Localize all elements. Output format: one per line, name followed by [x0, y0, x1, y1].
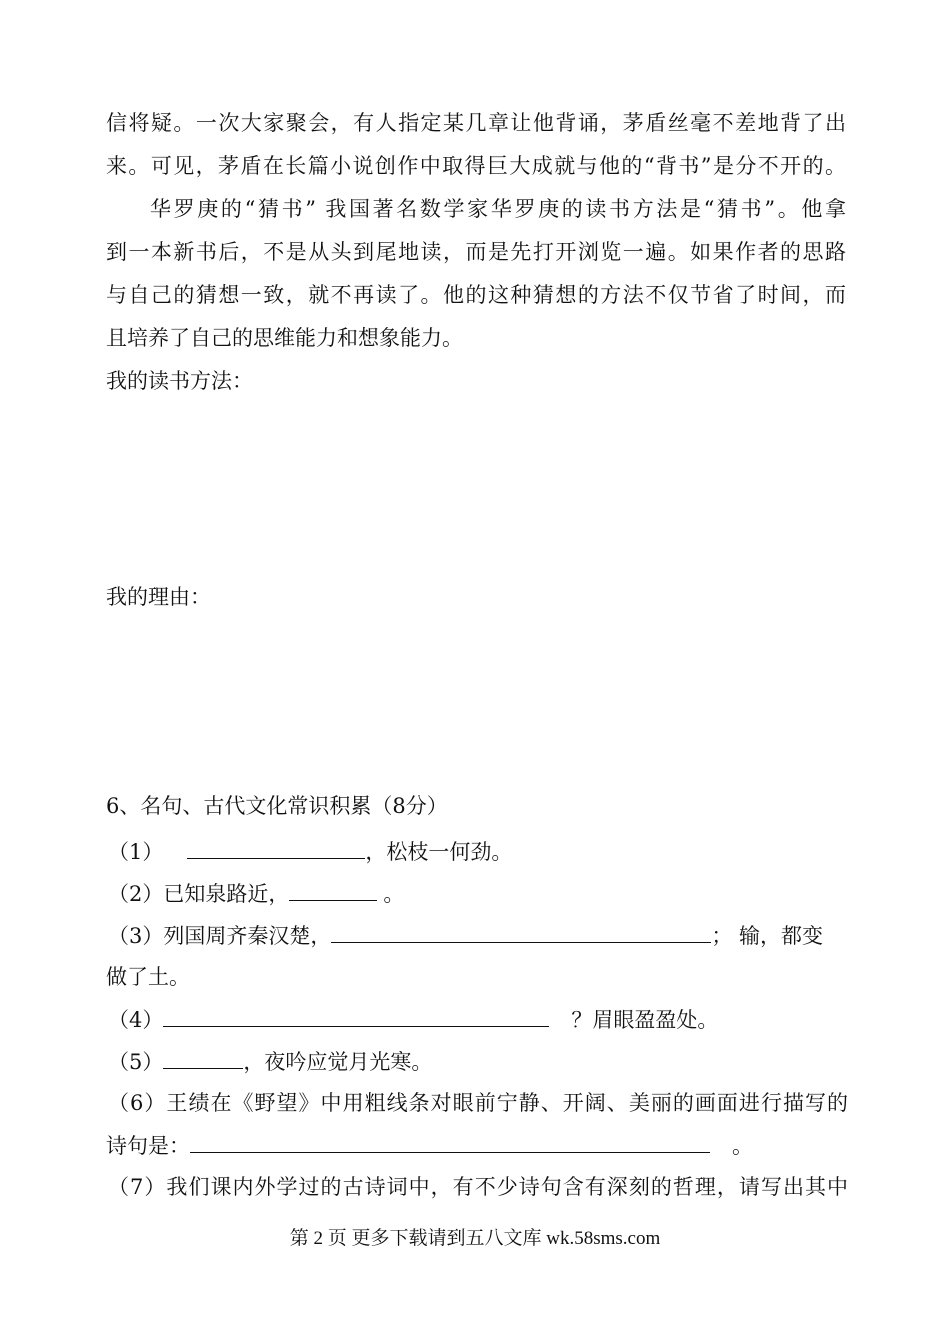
item-2-prefix: （2）已知泉路近，: [108, 882, 290, 906]
passage-line-2: 来。可见，茅盾在长篇小说创作中取得巨大成就与他的“背书”是分不开的。: [106, 154, 846, 178]
question-6-heading: 6、名句、古代文化常识积累（8分）: [106, 794, 448, 818]
item-6-prefix: 诗句是：: [106, 1134, 190, 1158]
item-6-answer-blank[interactable]: [190, 1130, 710, 1153]
item-4-answer-blank[interactable]: [163, 1004, 549, 1027]
item-4-prefix: （4）: [108, 1008, 164, 1032]
question-6-item-6-line-2: [106, 1130, 846, 1161]
item-2-suffix: 。: [383, 882, 405, 906]
passage-line-6: 且培养了自己的思维能力和想象能力。: [106, 326, 463, 350]
item-1-prefix: （1）: [108, 840, 164, 864]
item-3-answer-blank[interactable]: [331, 920, 711, 943]
item-3-prefix: （3）列国周齐秦汉楚，: [108, 924, 332, 948]
page-footer: 第 2 页 更多下载请到五八文库 wk.58sms.com: [289, 1228, 661, 1249]
item-1-suffix: ，松枝一何劲。: [365, 840, 513, 864]
item-5-answer-blank[interactable]: [163, 1046, 243, 1069]
reading-method-prompt: 我的读书方法：: [106, 369, 253, 393]
item-4-suffix: ？眉眼盈盈处。: [571, 1008, 719, 1032]
passage-line-5: 与自己的猜想一致，就不再读了。他的这种猜想的方法不仅节省了时间，而: [106, 283, 846, 307]
item-5-suffix: ，夜吟应觉月光寒。: [243, 1050, 433, 1074]
question-6-item-3: [108, 920, 848, 951]
question-6-item-4: [108, 1004, 848, 1035]
item-1-answer-blank[interactable]: [187, 836, 365, 859]
passage-line-3: 华罗庚的“猜书” 我国著名数学家华罗庚的读书方法是“猜书”。他拿: [150, 197, 846, 221]
passage-line-4: 到一本新书后，不是从头到尾地读，而是先打开浏览一遍。如果作者的思路: [106, 240, 846, 264]
reason-prompt: 我的理由：: [106, 585, 211, 609]
question-6-item-5: [108, 1046, 848, 1077]
item-3-suffix: ； 输，都变: [711, 924, 824, 948]
question-6-item-1: [108, 836, 848, 867]
item-5-prefix: （5）: [108, 1050, 164, 1074]
question-6-item-6-line-1: （6）王绩在《野望》中用粗线条对眼前宁静、开阔、美丽的画面进行描写的: [108, 1091, 848, 1115]
question-6-item-7-line-1: （7）我们课内外学过的古诗词中，有不少诗句含有深刻的哲理，请写出其中: [108, 1175, 848, 1199]
question-6-item-2: [108, 878, 848, 909]
item-6-suffix: 。: [732, 1134, 753, 1158]
item-2-answer-blank[interactable]: [289, 878, 377, 901]
passage-line-1: 信将疑。一次大家聚会，有人指定某几章让他背诵，茅盾丝毫不差地背了出: [106, 111, 846, 135]
question-6-item-3-continued: 做了土。: [106, 965, 190, 989]
